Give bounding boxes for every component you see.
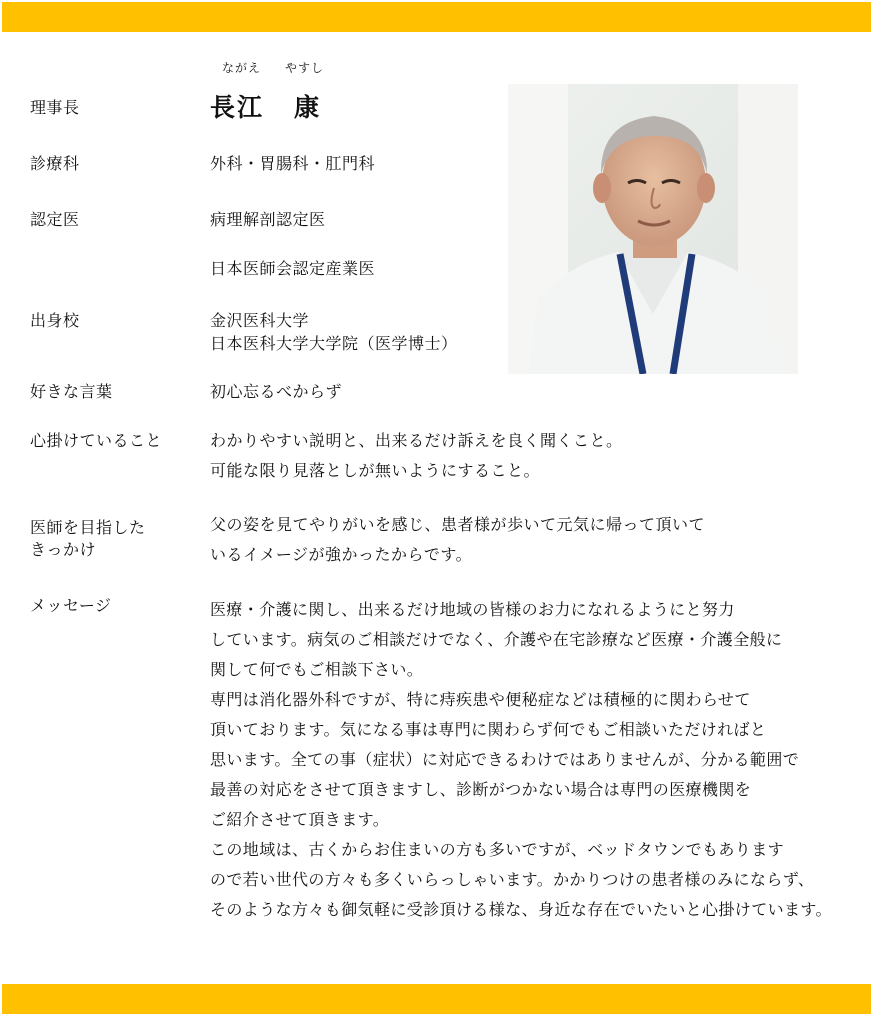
name-given: 康	[294, 93, 322, 122]
name-ruby-family: ながえ	[222, 61, 262, 75]
mindset-line: 可能な限り見落としが無いようにすること。	[210, 461, 541, 480]
school-label: 出身校	[30, 311, 80, 330]
motivation-line: いるイメージが強かったからです。	[210, 545, 473, 564]
doctor-portrait-photo	[508, 84, 798, 374]
doctor-portrait-icon	[508, 84, 798, 374]
message-line: この地域は、古くからお住まいの方も多いですが、ベッドタウンでもあります	[210, 840, 785, 859]
role-label: 理事長	[30, 98, 80, 117]
message-line: しています。病気のご相談だけでなく、介護や在宅診療など医療・介護全般に	[210, 630, 783, 649]
name-ruby-given: やすし	[285, 61, 325, 75]
message-line: そのような方々も御気軽に受診頂ける様な、身近な存在でいたいと心掛けています。	[210, 900, 832, 919]
certification-item: 病理解剖認定医	[210, 210, 326, 229]
motivation-label-line: きっかけ	[30, 540, 97, 559]
school-item: 日本医科大学大学院（医学博士）	[210, 334, 458, 353]
message-line: 最善の対応をさせて頂きますし、診断がつかない場合は専門の医療機関を	[210, 780, 752, 799]
message-label: メッセージ	[30, 596, 112, 615]
message-line: 医療・介護に関し、出来るだけ地域の皆様のお力になれるようにと努力	[210, 600, 735, 619]
department-label: 診療科	[30, 154, 80, 173]
message-body	[210, 595, 832, 925]
mindset-label: 心掛けていること	[30, 431, 163, 450]
doctor-name	[210, 92, 321, 124]
favorite-words-label: 好きな言葉	[30, 382, 113, 401]
message-line: 思います。全ての事（症状）に対応できるわけではありませんが、分かる範囲で	[210, 750, 800, 769]
department-value: 外科・胃腸科・肛門科	[210, 154, 376, 173]
name-family: 長江	[210, 93, 265, 122]
message-line: 関して何でもご相談下さい。	[210, 660, 424, 679]
favorite-words-value: 初心忘るべからず	[210, 382, 343, 401]
motivation-label-line: 医師を目指した	[30, 518, 146, 537]
message-line: ので若い世代の方々も多くいらっしゃいます。かかりつけの患者様のみにならず、	[210, 870, 815, 889]
message-line: 専門は消化器外科ですが、特に痔疾患や便秘症などは積極的に関わらせて	[210, 690, 751, 709]
top-accent-bar	[2, 2, 871, 32]
motivation-line: 父の姿を見てやりがいを感じ、患者様が歩いて元気に帰って頂いて	[210, 515, 706, 534]
school-item: 金沢医科大学	[210, 311, 310, 330]
bottom-accent-bar	[2, 984, 871, 1014]
mindset-line: わかりやすい説明と、出来るだけ訴えを良く聞くこと。	[210, 431, 623, 450]
certification-item: 日本医師会認定産業医	[210, 259, 376, 278]
message-line: 頂いております。気になる事は専門に関わらず何でもご相談いただければと	[210, 720, 767, 739]
message-line: ご紹介させて頂きます。	[210, 810, 390, 829]
certification-label: 認定医	[30, 210, 80, 229]
